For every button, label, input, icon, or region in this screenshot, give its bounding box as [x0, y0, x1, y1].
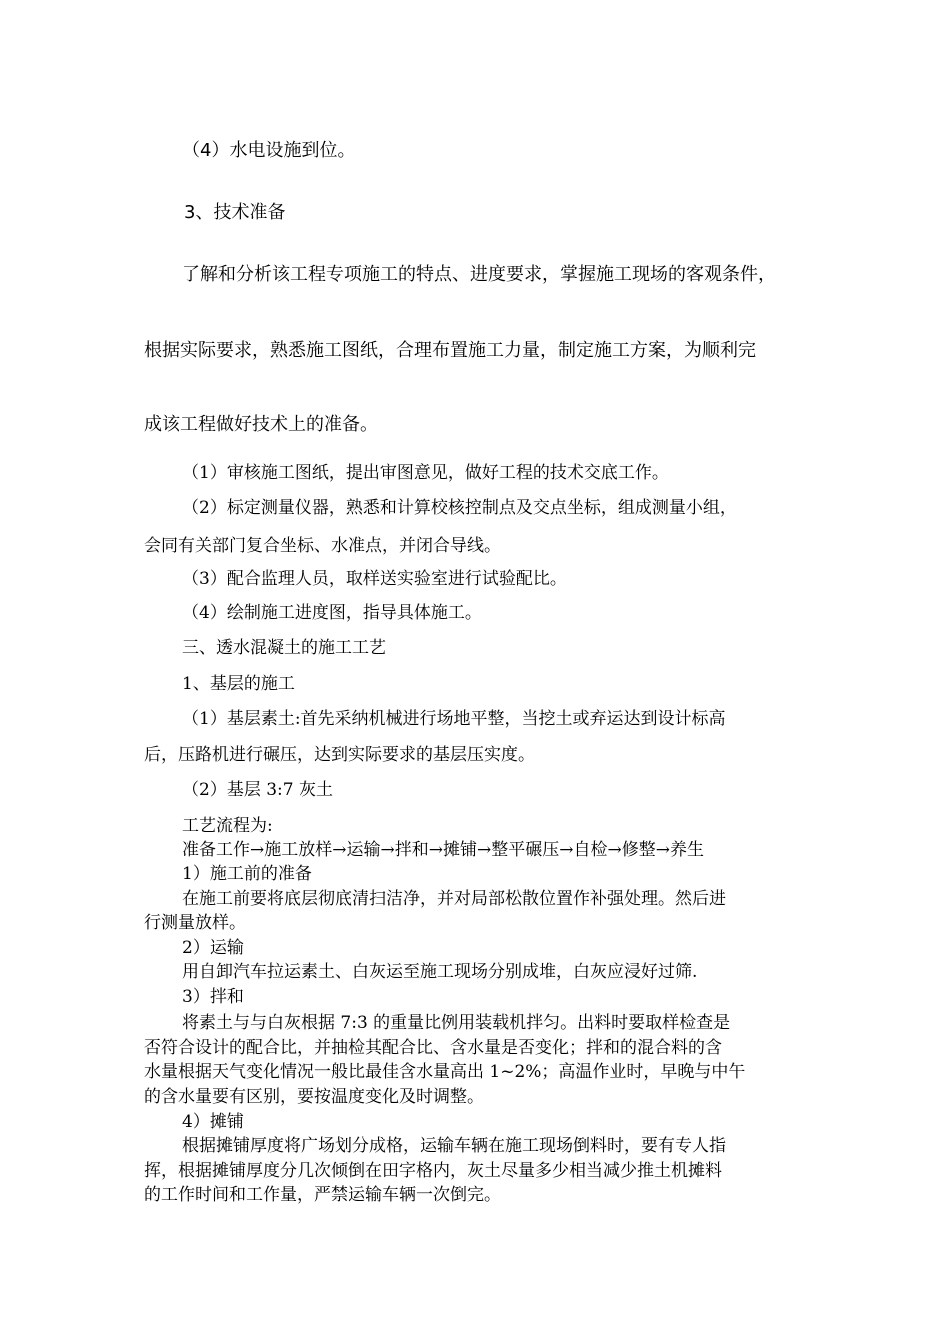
step1-text-line-2: 行测量放样。: [144, 913, 246, 933]
process-label: 工艺流程为:: [182, 816, 273, 836]
step1-text-line-1: 在施工前要将底层彻底清扫洁净，并对局部松散位置作补强处理。然后进: [182, 889, 726, 909]
step4-text-line-2: 挥，根据摊铺厚度分几次倾倒在田字格内，灰土尽量多少相当减少推土机摊料: [144, 1161, 722, 1181]
step2-text: 用自卸汽车拉运素土、白灰运至施工现场分别成堆，白灰应浸好过筛.: [182, 962, 698, 982]
tech-prep-para-line-3: 成该工程做好技术上的准备。: [144, 414, 378, 435]
step3-text-line-3: 水量根据天气变化情况一般比最佳含水量高出 1~2%；高温作业时，早晚与中午: [144, 1062, 746, 1082]
step2-title: 2）运输: [182, 938, 244, 958]
tech-item-1: （1）审核施工图纸，提出审图意见，做好工程的技术交底工作。: [182, 463, 669, 483]
tech-item-4: （4）绘制施工进度图，指导具体施工。: [182, 603, 482, 623]
step4-title: 4）摊铺: [182, 1112, 244, 1132]
tech-prep-para-line-1: 了解和分析该工程专项施工的特点、进度要求，掌握施工现场的客观条件，: [182, 264, 776, 285]
base-soil-line-1: （1）基层素土:首先采纳机械进行场地平整，当挖土或弃运达到设计标高: [182, 709, 726, 729]
tech-item-2-line-1: （2）标定测量仪器，熟悉和计算校核控制点及交点坐标，组成测量小组，: [182, 498, 737, 518]
step3-title: 3）拌和: [182, 987, 244, 1007]
subheading-base: 1、基层的施工: [182, 674, 295, 694]
step3-text-line-1: 将素土与与白灰根据 7:3 的重量比例用装载机拌匀。出料时要取样检查是: [182, 1013, 731, 1033]
heading-tech-prep: 3、技术准备: [184, 202, 286, 223]
step4-text-line-1: 根据摊铺厚度将广场划分成格，运输车辆在施工现场倒料时，要有专人指: [182, 1136, 726, 1156]
step3-text-line-4: 的含水量要有区别，要按温度变化及时调整。: [144, 1087, 484, 1107]
base-lime-soil: （2）基层 3:7 灰土: [182, 780, 333, 800]
section-heading-process: 三、透水混凝土的施工工艺: [182, 638, 386, 658]
step3-text-line-2: 否符合设计的配合比，并抽检其配合比、含水量是否变化；拌和的混合料的含: [144, 1038, 722, 1058]
step1-title: 1）施工前的准备: [182, 864, 312, 884]
base-soil-line-2: 后，压路机进行碾压，达到实际要求的基层压实度。: [144, 745, 535, 765]
process-flow: 准备工作→施工放样→运输→拌和→摊铺→整平碾压→自检→修整→养生: [182, 840, 704, 860]
item-utilities: （4）水电设施到位。: [182, 140, 356, 161]
tech-item-2-line-2: 会同有关部门复合坐标、水准点，并闭合导线。: [144, 536, 501, 556]
step4-text-line-3: 的工作时间和工作量，严禁运输车辆一次倒完。: [144, 1185, 501, 1205]
tech-prep-para-line-2: 根据实际要求，熟悉施工图纸，合理布置施工力量，制定施工方案，为顺利完: [144, 340, 756, 361]
tech-item-3: （3）配合监理人员，取样送实验室进行试验配比。: [182, 569, 567, 589]
